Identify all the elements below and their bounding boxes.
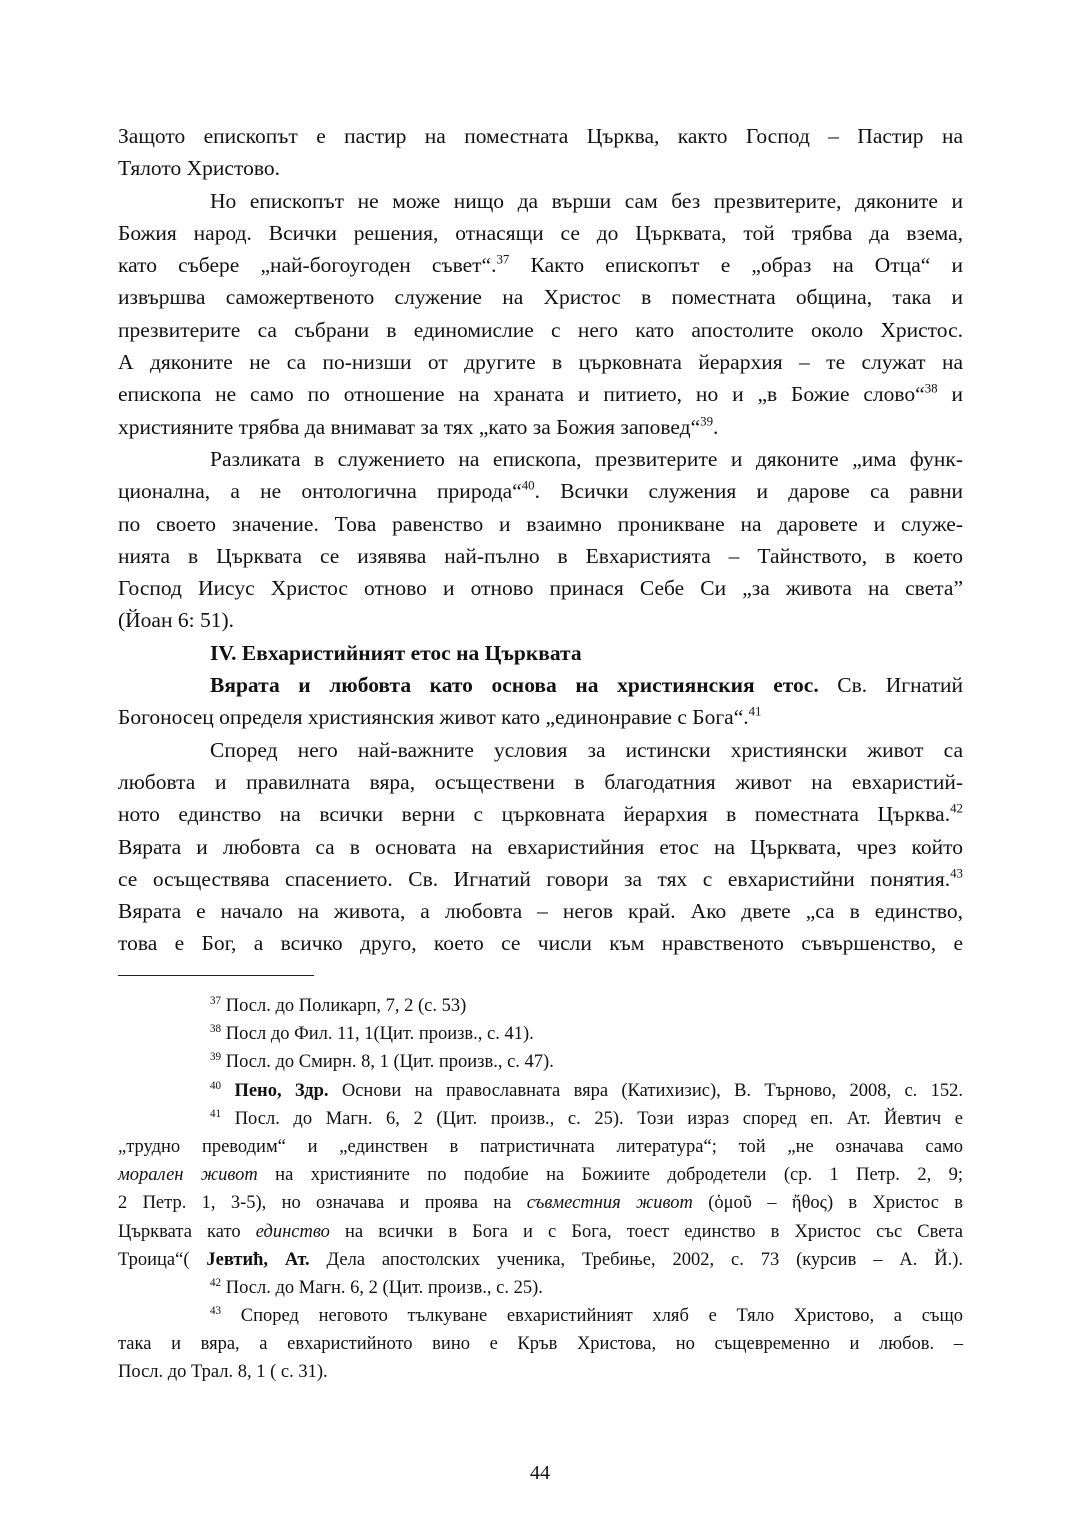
text-run: .	[713, 414, 719, 439]
italic-text: съвместния живот	[526, 1193, 693, 1214]
text-run: Разликата в служението на епископа, презвитерите и дяконите „има функ-	[210, 446, 963, 471]
footnote-ref: 38	[924, 382, 938, 396]
text-run: А дяконите не са по-низши от другите в църковната йерархия – те служат на	[118, 350, 963, 375]
footnote-line	[118, 1246, 963, 1274]
text-run: Посл до Фил. 11, 1(Цит. произв., с. 41).	[221, 1024, 534, 1045]
text-run: Вярата е начало на живота, а любовта – негов край. Ако двете „са в единство,	[118, 899, 963, 924]
text-run: любовта и правилната вяра, осъществени в благодатния живот на евхаристий-	[118, 769, 963, 794]
text-line	[118, 604, 963, 636]
text-run: Вярата и любовта са в основата на евхаристийния етос на Църквата, чрез който	[118, 834, 963, 859]
text-run: Според неговото тълкуване евхаристийният хляб е Тяло Христово, а също	[221, 1306, 963, 1327]
italic-text: морален живот	[118, 1165, 258, 1186]
text-run	[221, 1081, 234, 1101]
text-line	[118, 766, 963, 798]
footnote-line	[118, 1330, 963, 1358]
text-run: (ὁμοῦ – ἤθος) в Христос в	[692, 1193, 964, 1214]
footnote-ref: 39	[210, 1051, 222, 1064]
text-run: на християните по подобие на Божиите добродетели (ср. 1 Петр. 2, 9;	[257, 1165, 963, 1186]
text-run: Основи на православната вяра (Катихизис), В. Търново, 2008, с. 152.	[328, 1080, 964, 1101]
footnote-ref: 39	[700, 414, 714, 429]
text-run: на всички в Бога и с Бога, тоест единство в Христос със Света	[329, 1221, 963, 1242]
text-line	[118, 508, 963, 540]
footnote-line	[118, 1274, 963, 1302]
bold-text: IV. Евхаристийният етос на Църквата	[210, 640, 582, 665]
text-run: Според него най-важните условия за истински християнски живот са	[210, 737, 963, 762]
text-run: нията в Църквата се изявява най-пълно в Евхаристията – Тайнството, в което	[118, 543, 963, 568]
footnote-ref: 41	[748, 704, 762, 719]
text-line	[118, 314, 963, 346]
text-line	[118, 637, 963, 669]
text-line	[118, 346, 963, 378]
text-run: епископа не само по отношение на храната и питието, но и „в Божие слово“	[118, 382, 925, 407]
footnote-line	[118, 1218, 963, 1246]
text-line	[118, 540, 963, 572]
footnote-ref: 42	[950, 801, 963, 816]
footnote-line	[118, 1189, 963, 1217]
footnote-ref: 40	[521, 478, 535, 493]
text-line	[118, 249, 963, 281]
footnote-line	[118, 1105, 963, 1133]
text-run: Тялото Христово.	[118, 156, 280, 181]
text-run: (Йоан 6: 51).	[118, 608, 234, 633]
text-line	[118, 863, 963, 895]
text-run: Божия народ. Всички решения, отнасящи се до Църквата, той трябва да взема,	[118, 220, 963, 245]
text-run: Посл. до Трал. 8, 1 ( с. 31).	[118, 1362, 328, 1383]
text-line	[118, 475, 963, 507]
text-run: презвитерите са събрани в единомислие с него като апостолите около Христос.	[118, 317, 963, 342]
text-run: Посл. до Магн. 6, 2 (Цит. произв., с. 25).	[221, 1277, 543, 1298]
text-run: . Всички служения и дарове са равни	[534, 479, 963, 504]
footnotes	[118, 992, 963, 1387]
text-line	[118, 217, 963, 249]
text-line	[118, 927, 963, 959]
footnote-ref: 37	[496, 252, 510, 267]
footnote-ref: 41	[210, 1107, 222, 1120]
text-run: християните трябва да внимават за тях „като за Божия заповед“	[118, 414, 701, 439]
footnote-line	[118, 1161, 963, 1189]
text-line	[118, 798, 963, 830]
text-run: Както епископът е „образ на Отца“ и	[509, 253, 963, 278]
text-line	[118, 831, 963, 863]
footnote-line	[118, 1358, 963, 1386]
bold-text: Јевтић, Ат.	[206, 1249, 310, 1270]
text-run: Св. Игнатий	[818, 673, 963, 698]
footnote-line	[118, 1020, 963, 1048]
footnote-line	[118, 992, 963, 1020]
footnote-line	[118, 1048, 963, 1076]
text-run: 2 Петр. 1, 3-5), но означава и проява на	[118, 1193, 527, 1214]
text-run: Богоносец определя християнския живот като „единонравие с Бога“.	[118, 705, 749, 730]
text-line	[118, 669, 963, 701]
text-run: Господ Иисус Христос отново и отново принася Себе Си „за живота на света”	[118, 576, 963, 601]
text-line	[118, 572, 963, 604]
text-run: „трудно преводим“ и „единствен в патристичната литература“; той „не означава само	[118, 1136, 963, 1157]
text-line	[118, 120, 963, 152]
footnote-ref: 43	[950, 866, 963, 881]
footnote-ref: 37	[210, 994, 222, 1007]
text-line	[118, 152, 963, 184]
bold-text: Пено, Здр.	[234, 1080, 329, 1101]
text-run: Посл. до Магн. 6, 2 (Цит. произв., с. 25). Този израз според еп. Ат. Йевтич е	[221, 1108, 963, 1129]
footnote-line	[118, 1133, 963, 1161]
bold-text: Вярата и любовта като основа на християнския етос.	[210, 673, 819, 698]
page-number: 44	[530, 1462, 550, 1484]
text-run: така и вяра, а евхаристийното вино е Кръв Христова, но същевременно и любов. –	[118, 1334, 963, 1355]
text-line	[118, 281, 963, 313]
text-run: по своето значение. Това равенство и взаимно проникване на даровете и служе-	[118, 511, 963, 536]
text-run: това е Бог, а всичко друго, което се числи към нравственото съвършенство, е	[118, 931, 963, 956]
italic-text: единство	[255, 1221, 330, 1242]
main-text	[118, 120, 963, 960]
text-run: Дела апостолских ученика, Требиње, 2002, с. 73 (курсив – А. Й.).	[309, 1249, 963, 1270]
text-line	[118, 895, 963, 927]
text-run: Църквата като	[118, 1221, 256, 1242]
text-run: Но епископът не може нищо да върши сам без презвитерите, дяконите и	[210, 188, 963, 213]
text-run: като събере „най-богоугоден съвет“.	[118, 253, 497, 278]
text-run: ционална, а не онтологична природа“	[118, 479, 522, 504]
footnote-ref: 38	[210, 1022, 222, 1035]
text-run: Троица“(	[118, 1249, 207, 1270]
footnote-separator	[118, 975, 314, 976]
footnote-ref: 43	[210, 1304, 222, 1317]
text-run: Посл. до Поликарп, 7, 2 (с. 53)	[221, 996, 467, 1016]
text-line	[118, 443, 963, 475]
text-run: и	[937, 382, 963, 407]
footnote-line	[118, 1302, 963, 1330]
footnote-line	[118, 1077, 963, 1105]
text-run: се осъществява спасението. Св. Игнатий говори за тях с евхаристийни понятия.	[118, 866, 951, 891]
text-line	[118, 378, 963, 410]
text-run: Защото епископът е пастир на поместната Църква, както Господ – Пастир на	[118, 124, 963, 148]
text-line	[118, 734, 963, 766]
text-run: Посл. до Смирн. 8, 1 (Цит. произв., с. 47).	[221, 1052, 554, 1073]
footnote-ref: 42	[210, 1276, 222, 1289]
text-run: ното единство на всички верни с църковната йерархия в поместната Църква.	[118, 802, 951, 827]
text-line	[118, 701, 963, 733]
text-line	[118, 411, 963, 443]
text-run: извършва саможертвеното служение на Христос в поместната община, така и	[118, 285, 963, 310]
text-line	[118, 185, 963, 217]
footnote-ref: 40	[210, 1079, 222, 1092]
